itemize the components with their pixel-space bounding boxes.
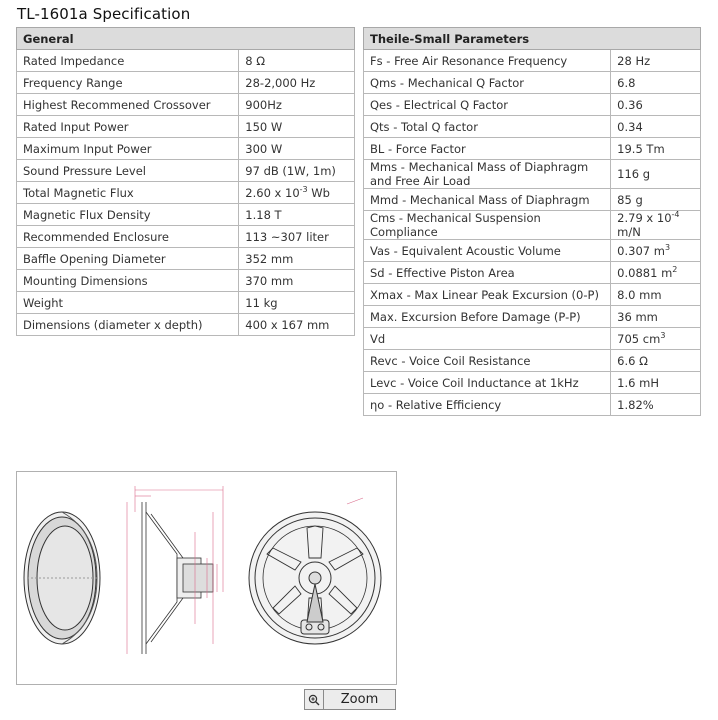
ts-row-label: Revc - Voice Coil Resistance bbox=[364, 350, 611, 372]
ts-row-value: 0.0881 $m^2$ bbox=[611, 262, 701, 284]
ts-row bbox=[364, 240, 701, 262]
ts-row bbox=[364, 284, 701, 306]
general-row-value: 400 x 167 mm bbox=[239, 314, 355, 336]
general-row-label: Recommended Enclosure bbox=[17, 226, 239, 248]
ts-row-value: 19.5 Tm bbox=[611, 138, 701, 160]
magnifier-plus-icon bbox=[305, 690, 324, 709]
general-row-label: Highest Recommened Crossover bbox=[17, 94, 239, 116]
ts-row-value: 85 g bbox=[611, 189, 701, 211]
general-row bbox=[17, 116, 355, 138]
ts-row-label: Sd - Effective Piston Area bbox=[364, 262, 611, 284]
ts-row bbox=[364, 262, 701, 284]
general-row bbox=[17, 226, 355, 248]
ts-header: Theile-Small Parameters bbox=[364, 28, 701, 50]
general-row-label: Dimensions (diameter x depth) bbox=[17, 314, 239, 336]
ts-row-value: 1.6 mH bbox=[611, 372, 701, 394]
general-row bbox=[17, 314, 355, 336]
general-row-value: 8 Ω bbox=[239, 50, 355, 72]
speaker-technical-drawing[interactable] bbox=[16, 471, 397, 685]
ts-row-value: 36 mm bbox=[611, 306, 701, 328]
general-row-value: 370 mm bbox=[239, 270, 355, 292]
ts-row bbox=[364, 211, 701, 240]
general-row bbox=[17, 94, 355, 116]
general-row bbox=[17, 204, 355, 226]
ts-row-label: Mms - Mechanical Mass of Diaphragm and Free Air Load bbox=[364, 160, 611, 189]
general-row-label: Rated Impedance bbox=[17, 50, 239, 72]
side-profile-drawing bbox=[24, 512, 100, 644]
general-row bbox=[17, 50, 355, 72]
ts-row-label: Vd bbox=[364, 328, 611, 350]
general-spec-table bbox=[16, 27, 355, 336]
zoom-button[interactable] bbox=[304, 689, 396, 710]
ts-row-label: ηo - Relative Efficiency bbox=[364, 394, 611, 416]
ts-row-label: Qms - Mechanical Q Factor bbox=[364, 72, 611, 94]
ts-row-value: 0.36 bbox=[611, 94, 701, 116]
general-row-value: 900Hz bbox=[239, 94, 355, 116]
ts-row-value: 0.307 $m^3$ bbox=[611, 240, 701, 262]
speaker-drawing-svg bbox=[17, 472, 396, 684]
cross-section-drawing bbox=[142, 502, 213, 654]
ts-row-label: Qts - Total Q factor bbox=[364, 116, 611, 138]
ts-row-label: BL - Force Factor bbox=[364, 138, 611, 160]
ts-row bbox=[364, 372, 701, 394]
general-row-label: Baffle Opening Diameter bbox=[17, 248, 239, 270]
general-row bbox=[17, 270, 355, 292]
general-row-value: 2.60 x $10^{-3}$ Wb bbox=[239, 182, 355, 204]
ts-row bbox=[364, 94, 701, 116]
ts-row-value: 705 $cm^3$ bbox=[611, 328, 701, 350]
general-row-value: 28-2,000 Hz bbox=[239, 72, 355, 94]
ts-row-value: 116 g bbox=[611, 160, 701, 189]
general-row-label: Sound Pressure Level bbox=[17, 160, 239, 182]
general-row-value: 150 W bbox=[239, 116, 355, 138]
general-row-label: Frequency Range bbox=[17, 72, 239, 94]
general-row-label: Rated Input Power bbox=[17, 116, 239, 138]
zoom-label: Zoom bbox=[340, 692, 379, 707]
ts-row bbox=[364, 138, 701, 160]
general-row-value: 11 kg bbox=[239, 292, 355, 314]
ts-row-label: Xmax - Max Linear Peak Excursion (0-P) bbox=[364, 284, 611, 306]
ts-row bbox=[364, 189, 701, 211]
ts-row-label: Levc - Voice Coil Inductance at 1kHz bbox=[364, 372, 611, 394]
ts-row bbox=[364, 306, 701, 328]
ts-row-label: Fs - Free Air Resonance Frequency bbox=[364, 50, 611, 72]
general-row-value: 1.18 T bbox=[239, 204, 355, 226]
general-row-label: Magnetic Flux Density bbox=[17, 204, 239, 226]
general-row-label: Maximum Input Power bbox=[17, 138, 239, 160]
general-row bbox=[17, 72, 355, 94]
general-row-label: Mounting Dimensions bbox=[17, 270, 239, 292]
general-header: General bbox=[17, 28, 355, 50]
ts-row-value: 8.0 mm bbox=[611, 284, 701, 306]
general-row-value: 97 dB (1W, 1m) bbox=[239, 160, 355, 182]
general-row-value: 300 W bbox=[239, 138, 355, 160]
ts-row-value: 0.34 bbox=[611, 116, 701, 138]
general-row bbox=[17, 160, 355, 182]
ts-row-value: 6.6 Ω bbox=[611, 350, 701, 372]
general-row bbox=[17, 182, 355, 204]
ts-row-value: 6.8 bbox=[611, 72, 701, 94]
ts-row bbox=[364, 72, 701, 94]
ts-row-label: Cms - Mechanical Suspension Compliance bbox=[364, 211, 611, 240]
ts-row bbox=[364, 160, 701, 189]
page-title: TL-1601a Specification bbox=[17, 5, 191, 23]
general-row bbox=[17, 292, 355, 314]
ts-row bbox=[364, 350, 701, 372]
general-row-value: 113 ~307 liter bbox=[239, 226, 355, 248]
front-view-drawing bbox=[249, 498, 381, 644]
theile-small-table bbox=[363, 27, 701, 416]
ts-row bbox=[364, 328, 701, 350]
ts-row-value: 28 Hz bbox=[611, 50, 701, 72]
ts-row-label: Mmd - Mechanical Mass of Diaphragm bbox=[364, 189, 611, 211]
ts-row bbox=[364, 394, 701, 416]
general-row-value: 352 mm bbox=[239, 248, 355, 270]
ts-row-label: Vas - Equivalent Acoustic Volume bbox=[364, 240, 611, 262]
ts-row-label: Max. Excursion Before Damage (P-P) bbox=[364, 306, 611, 328]
general-row-label: Total Magnetic Flux bbox=[17, 182, 239, 204]
general-row bbox=[17, 248, 355, 270]
ts-row-label: Qes - Electrical Q Factor bbox=[364, 94, 611, 116]
general-row-label: Weight bbox=[17, 292, 239, 314]
general-row bbox=[17, 138, 355, 160]
ts-row-value: 1.82% bbox=[611, 394, 701, 416]
ts-row bbox=[364, 50, 701, 72]
ts-row bbox=[364, 116, 701, 138]
ts-row-value: 2.79 x $10^{-4}$ m/N bbox=[611, 211, 701, 240]
